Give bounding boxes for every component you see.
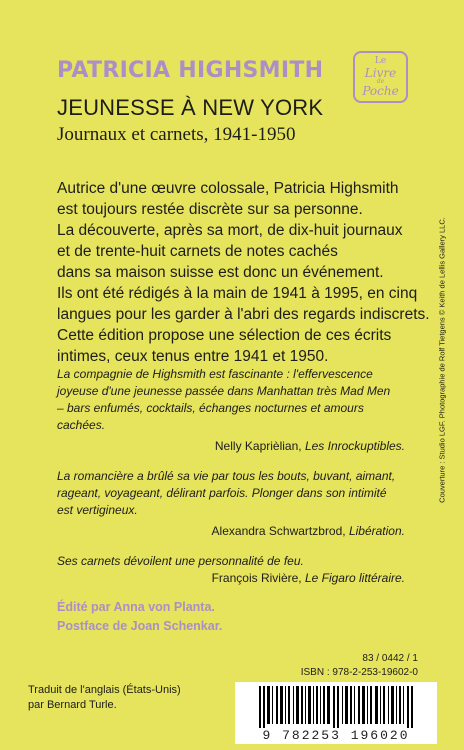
blurb-line: dans sa maison suisse est donc un événement. xyxy=(57,264,384,281)
quote-attribution xyxy=(57,570,405,587)
quote-line: joyeuse d'une jeunesse passée dans Manhattan très Mad Men xyxy=(57,384,391,398)
editor-credit: Édité par Anna von Planta. xyxy=(57,600,215,614)
quote-source: Libération. xyxy=(348,524,405,538)
blurb-line: langues pour les garder à l'abri des regards indiscrets. xyxy=(57,306,430,323)
blurb-line: Autrice d'une œuvre colossale, Patricia Highsmith xyxy=(57,180,399,197)
quote-source: Les Inrockuptibles. xyxy=(304,439,405,453)
press-quote xyxy=(57,468,405,519)
translator-line: Traduit de l'anglais (États-Unis) xyxy=(28,684,181,696)
blurb-line: La découverte, après sa mort, de dix-huit journaux xyxy=(57,222,403,239)
blurb xyxy=(57,178,430,367)
quote-source: Le Figaro littéraire. xyxy=(304,571,405,585)
postface-credit: Postface de Joan Schenkar. xyxy=(57,619,223,633)
quote-line: rageant, voyageant, délirant parfois. Plonger dans son intimité xyxy=(57,486,387,500)
press-quote xyxy=(57,366,405,434)
logo-line-4: Poche xyxy=(362,84,399,98)
translator-line: par Bernard Turle. xyxy=(28,699,117,711)
quote-line: – bars enfumés, cocktails, échanges nocturnes et amours xyxy=(57,401,364,415)
logo-line-1: Le xyxy=(374,56,387,66)
quote-line: La compagnie de Highsmith est fascinante : l'effervescence xyxy=(57,367,373,381)
isbn: ISBN : 978-2-253-19602-0 xyxy=(300,667,418,678)
barcode xyxy=(235,682,437,744)
blurb-line: est toujours restée discrète sur sa personne. xyxy=(57,201,363,218)
catalog-number: 83 / 0442 / 1 xyxy=(362,653,418,664)
quote-author: Alexandra Schwartzbrod, xyxy=(211,524,349,538)
book-subtitle: Journaux et carnets, 1941-1950 xyxy=(57,124,296,145)
publisher-logo xyxy=(353,51,408,103)
quote-attribution xyxy=(57,523,405,540)
press-quote xyxy=(57,553,405,570)
cover-credit: Couverture : Studio LGF. Photographie de Rolf Tietgens © Keith de Lellis Gallery LLC. xyxy=(437,217,447,503)
book-title: JEUNESSE À NEW YORK xyxy=(57,95,324,120)
logo-line-2: Livre xyxy=(364,66,397,80)
blurb-line: Cette édition propose une sélection de ces écrits xyxy=(57,327,392,344)
translator-credit xyxy=(28,683,181,713)
quote-author: Nelly Kaprièlian, xyxy=(214,439,305,453)
barcode-digits: 9 782253 196020 xyxy=(262,728,410,743)
blurb-line: intimes, ceux tenus entre 1941 et 1950. xyxy=(57,348,329,365)
quote-line: La romancière a brûlé sa vie par tous les bouts, buvant, aimant, xyxy=(57,469,396,483)
quote-author: François Rivière, xyxy=(211,571,305,585)
author-name: PATRICIA HIGHSMITH xyxy=(57,58,324,83)
quote-line: Ses carnets dévoilent une personnalité de feu. xyxy=(57,554,304,568)
logo-line-3: de xyxy=(376,78,385,85)
quote-line: est vertigineux. xyxy=(57,503,138,517)
quote-attribution xyxy=(57,438,405,455)
quote-line: cachées. xyxy=(57,418,106,432)
press-quotes xyxy=(57,366,405,587)
blurb-line: et de trente-huit carnets de notes cachés xyxy=(57,243,338,260)
blurb-line: Ils ont été rédigés à la main de 1941 à 1995, en cinq xyxy=(57,285,418,302)
barcode-bars xyxy=(245,686,427,728)
